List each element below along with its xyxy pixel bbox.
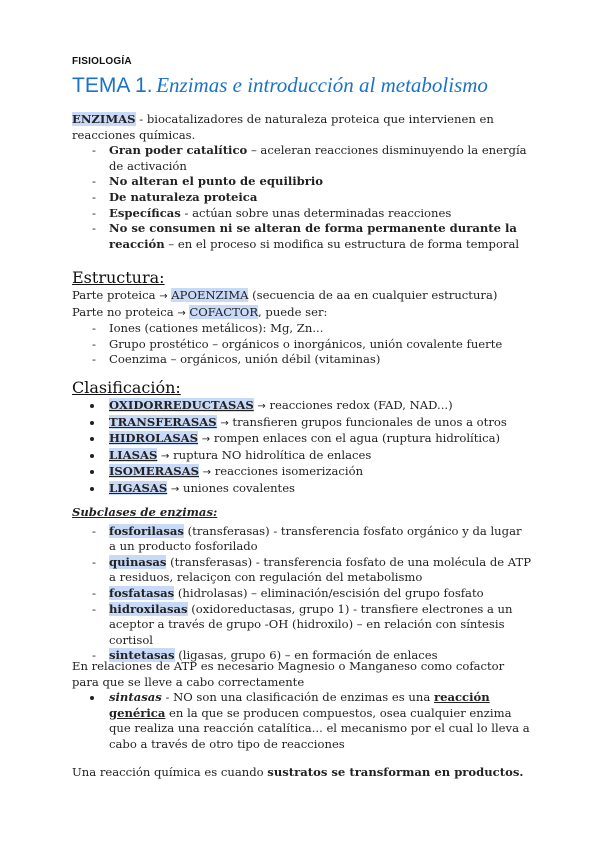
list-item: - quinasas (transferasas) - transferencia fosfato de una molécula de ATP a residuos, relaciçon con regulación del metabolismo	[109, 555, 532, 586]
cofactor-term: COFACTOR	[189, 304, 259, 319]
list-item: ISOMERASAS → reacciones isomerización	[109, 464, 532, 481]
list-item: - Coenzima – orgánicos, unión débil (vitaminas)	[109, 352, 532, 368]
subclases-section	[72, 505, 532, 664]
list-item: - No se consumen ni se alteran de forma permanente durante la reacción – en el proceso si modifica su estructura de forma temporal	[109, 221, 532, 252]
cofactor-types-list	[72, 321, 532, 368]
course-label: FISIOLOGÍA	[72, 56, 132, 67]
list-item: sintasas - NO son una clasificación de enzimas es una reacción genérica en la que se producen compuestos, osea cualquier enzima que realiza una reacción catalítica... el mecanismo por el cual lo lleva a cabo a través de otro tipo de reacciones	[109, 690, 532, 752]
cofactor-line: Parte no proteica → COFACTOR, puede ser:	[72, 304, 328, 319]
tema-title: Enzimas e introducción al metabolismo	[156, 73, 488, 97]
intro-section	[72, 112, 532, 252]
arrow-icon: →	[202, 467, 212, 479]
list-item: - fosfatasas (hidrolasas) – eliminación/escisión del grupo fosfato	[109, 586, 532, 602]
enzima-properties-list	[72, 143, 532, 252]
arrow-icon: →	[161, 450, 170, 462]
list-item: - No alteran el punto de equilibrio	[109, 174, 532, 190]
atp-section	[72, 659, 532, 753]
clasificacion-list	[72, 398, 532, 498]
arrow-icon: →	[170, 483, 180, 495]
list-item: - hidroxilasas (oxidoreductasas, grupo 1) - transfiere electrones a un aceptor a través de grupo -OH (hidroxilo) – en relación con síntesis cortisol	[109, 602, 532, 649]
estructura-section	[72, 268, 532, 368]
list-item: - fosforilasas (transferasas) - transferencia fosfato orgánico y da lugar a un producto fosforilado	[109, 524, 532, 555]
clasificacion-section	[72, 378, 532, 498]
subclases-list	[72, 524, 532, 664]
list-item: - De naturaleza proteica	[109, 190, 532, 206]
arrow-icon: →	[201, 434, 211, 446]
list-item: LIGASAS → uniones covalentes	[109, 481, 532, 498]
apoenzima-term: APOENZIMA	[171, 288, 249, 302]
sintasas-list	[72, 690, 532, 752]
arrow-icon: →	[257, 401, 266, 412]
arrow-icon: →	[177, 307, 186, 319]
estructura-heading: Estructura:	[72, 268, 165, 287]
closing-section	[72, 765, 532, 781]
page-title	[72, 72, 488, 101]
list-item: HIDROLASAS → rompen enlaces con el agua (ruptura hidrolítica)	[109, 431, 532, 448]
list-item: - sintetasas (ligasas, grupo 6) – en formación de enlaces	[109, 648, 532, 664]
list-item: - Grupo prostético – orgánicos o inorgánicos, unión covalente fuerte	[109, 337, 532, 353]
tema-number: TEMA 1.	[72, 74, 153, 97]
closing-line: Una reacción química es cuando sustratos se transforman en productos.	[72, 765, 524, 779]
list-item: OXIDORREDUCTASAS → reacciones redox (FAD, NAD...)	[109, 398, 532, 415]
arrow-icon: →	[220, 417, 229, 429]
list-item: - Gran poder catalítico – aceleran reacciones disminuyendo la energía de activación	[109, 143, 532, 174]
enzimas-definition: ENZIMAS - biocatalizadores de naturaleza proteica que intervienen en reacciones químicas.	[72, 112, 494, 142]
arrow-icon: →	[159, 291, 168, 302]
list-item: - Específicas - actúan sobre unas determinadas reacciones	[109, 206, 532, 222]
clasificacion-heading: Clasificación:	[72, 378, 181, 397]
list-item: TRANSFERASAS → transfieren grupos funcionales de unos a otros	[109, 415, 532, 432]
list-item: - Iones (cationes metálicos): Mg, Zn...	[109, 321, 532, 337]
enzimas-term: ENZIMAS	[72, 112, 136, 126]
apoenzima-line: Parte proteica → APOENZIMA (secuencia de aa en cualquier estructura)	[72, 288, 498, 302]
list-item: LIASAS → ruptura NO hidrolítica de enlaces	[109, 448, 532, 465]
subclases-heading: Subclases de enzimas:	[72, 505, 218, 519]
atp-note: En relaciones de ATP es necesario Magnesio o Manganeso como cofactor para que se lleve a cabo correctamente	[72, 659, 505, 689]
